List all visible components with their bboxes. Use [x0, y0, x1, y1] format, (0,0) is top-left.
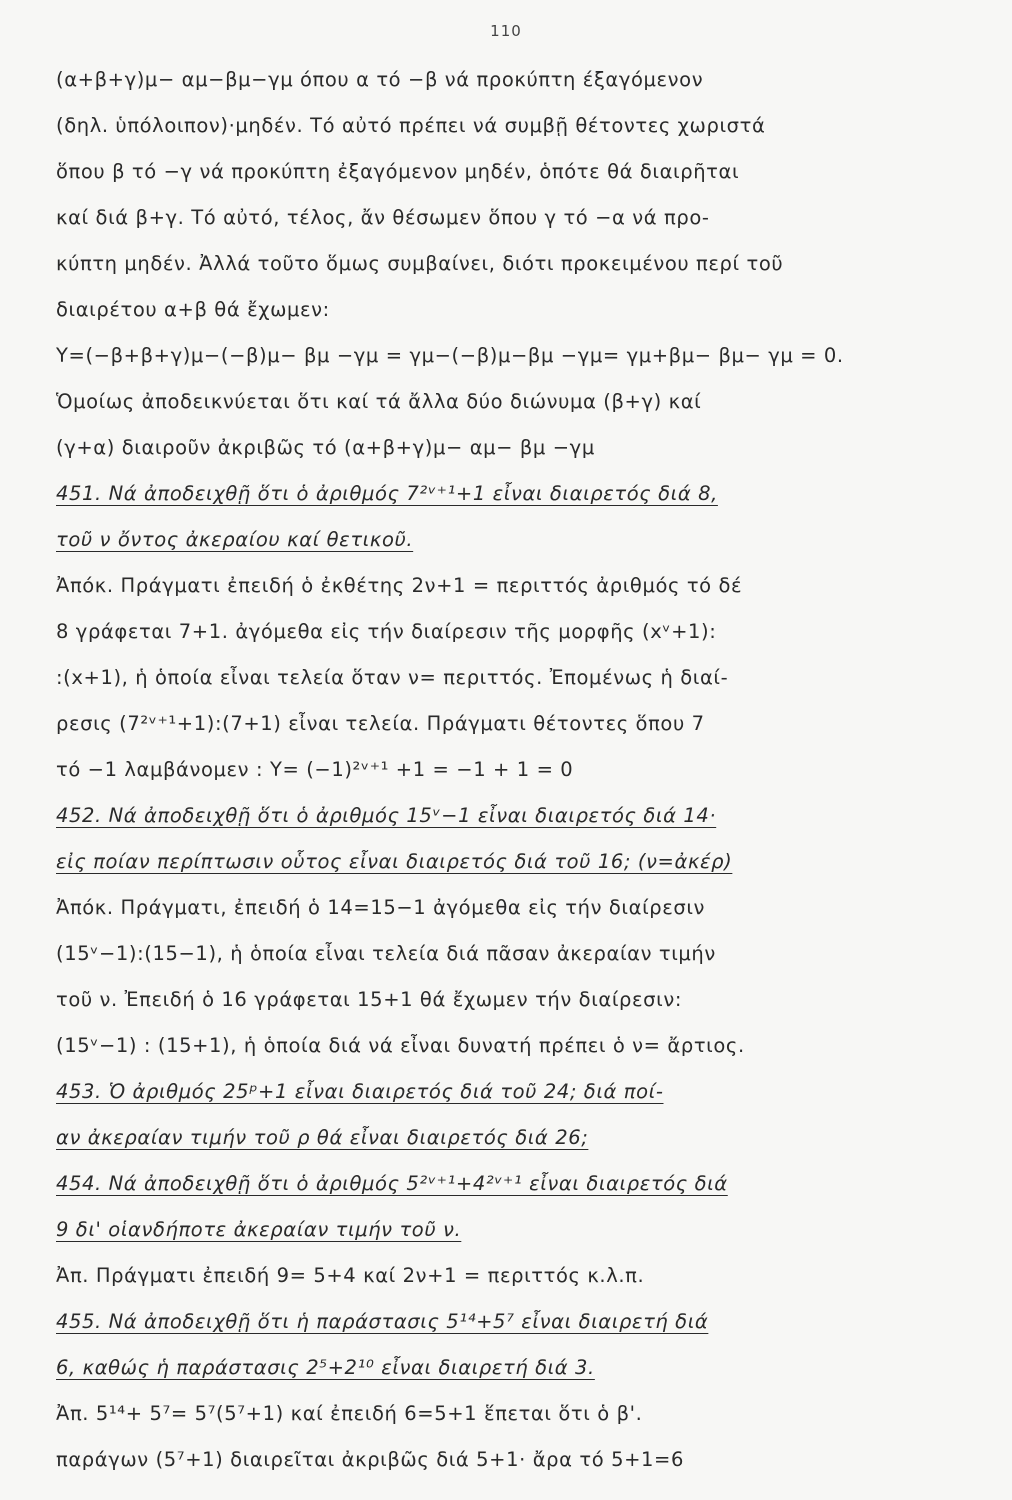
page-number: 110: [490, 22, 522, 40]
text-line: ρεσις (7²ᵛ⁺¹+1):(7+1) εἶναι τελεία. Πράγματι θέτοντες ὅπου 7: [56, 712, 705, 735]
text-line: κύπτη μηδέν. Ἀλλά τοῦτο ὅμως συμβαίνει, διότι προκειμένου περί τοῦ: [56, 252, 784, 275]
text-line: αν ἀκεραίαν τιμήν τοῦ ρ θά εἶναι διαιρετός διά 26;: [56, 1126, 589, 1149]
text-line: :(x+1), ἡ ὁποία εἶναι τελεία ὅταν ν= περιττός. Ἐπομένως ἡ διαί-: [56, 666, 729, 689]
text-line: παράγων (5⁷+1) διαιρεῖται ἀκριβῶς διά 5+1· ἄρα τό 5+1=6: [56, 1448, 684, 1471]
text-line: Ἀπόκ. Πράγματι ἐπειδή ὁ ἐκθέτης 2ν+1 = περιττός ἀριθμός τό δέ: [56, 574, 743, 597]
text-line: 9 δι' οἱανδήποτε ἀκεραίαν τιμήν τοῦ ν.: [56, 1218, 462, 1241]
text-line: 452. Νά ἀποδειχθῇ ὅτι ὁ ἀριθμός 15ᵛ−1 εἶναι διαιρετός διά 14·: [56, 804, 717, 827]
text-line: (15ᵛ−1) : (15+1), ἡ ὁποία διά νά εἶναι δυνατή πρέπει ὁ ν= ἄρτιος.: [56, 1034, 745, 1057]
text-line: τό −1 λαμβάνομεν : Υ= (−1)²ᵛ⁺¹ +1 = −1 + 1 = 0: [56, 758, 574, 781]
text-line: καί διά β+γ. Τό αὐτό, τέλος, ἄν θέσωμεν ὅπου γ τό −α νά προ-: [56, 206, 710, 229]
text-line: (γ+α) διαιροῦν ἀκριβῶς τό (α+β+γ)μ− αμ− βμ −γμ: [56, 436, 595, 459]
text-line: Ὁμοίως ἀποδεικνύεται ὅτι καί τά ἄλλα δύο διώνυμα (β+γ) καί: [56, 390, 702, 413]
text-line: τοῦ ν ὄντος ἀκεραίου καί θετικοῦ.: [56, 528, 414, 551]
text-line: Ἀπόκ. Πράγματι, ἐπειδή ὁ 14=15−1 ἀγόμεθα εἰς τήν διαίρεσιν: [56, 896, 706, 919]
text-line: (δηλ. ὑπόλοιπον)·μηδέν. Τό αὐτό πρέπει νά συμβῇ θέτοντες χωριστά: [56, 114, 766, 137]
text-line: (α+β+γ)μ− αμ−βμ−γμ όπου α τό −β νά προκύπτη έξαγόμενον: [56, 68, 704, 91]
text-line: 451. Νά ἀποδειχθῇ ὅτι ὁ ἀριθμός 7²ᵛ⁺¹+1 εἶναι διαιρετός διά 8,: [56, 482, 718, 505]
text-line: 455. Νά ἀποδειχθῇ ὅτι ἡ παράστασις 5¹⁴+5⁷ εἶναι διαιρετή διά: [56, 1310, 709, 1333]
text-line: 6, καθώς ἡ παράστασις 2⁵+2¹⁰ εἶναι διαιρετή διά 3.: [56, 1356, 595, 1379]
text-line: (15ᵛ−1):(15−1), ἡ ὁποία εἶναι τελεία διά πᾶσαν ἀκεραίαν τιμήν: [56, 942, 716, 965]
text-line: Ἀπ. 5¹⁴+ 5⁷= 5⁷(5⁷+1) καί ἐπειδή 6=5+1 ἕπεται ὅτι ὁ β'.: [56, 1402, 643, 1425]
text-line: Υ=(−β+β+γ)μ−(−β)μ− βμ −γμ = γμ−(−β)μ−βμ −γμ= γμ+βμ− βμ− γμ = 0.: [56, 344, 844, 367]
text-line: 453. Ὁ ἀριθμός 25ᵖ+1 εἶναι διαιρετός διά τοῦ 24; διά ποί-: [56, 1080, 664, 1103]
text-line: διαιρέτου α+β θά ἔχωμεν:: [56, 298, 330, 321]
text-line: 8 γράφεται 7+1. ἀγόμεθα εἰς τήν διαίρεσιν τῆς μορφῆς (xᵛ+1):: [56, 620, 717, 643]
text-line: ὅπου β τό −γ νά προκύπτη ἐξαγόμενον μηδέν, ὁπότε θά διαιρῆται: [56, 160, 740, 183]
text-line: εἰς ποίαν περίπτωσιν οὗτος εἶναι διαιρετός διά τοῦ 16; (ν=ἀκέρ): [56, 850, 733, 873]
text-line: Ἀπ. Πράγματι ἐπειδή 9= 5+4 καί 2ν+1 = περιττός κ.λ.π.: [56, 1264, 645, 1287]
text-line: 454. Νά ἀποδειχθῇ ὅτι ὁ ἀριθμός 5²ᵛ⁺¹+4²ᵛ⁺¹ εἶναι διαιρετός διά: [56, 1172, 728, 1195]
text-line: τοῦ ν. Ἐπειδή ὁ 16 γράφεται 15+1 θά ἔχωμεν τήν διαίρεσιν:: [56, 988, 682, 1011]
